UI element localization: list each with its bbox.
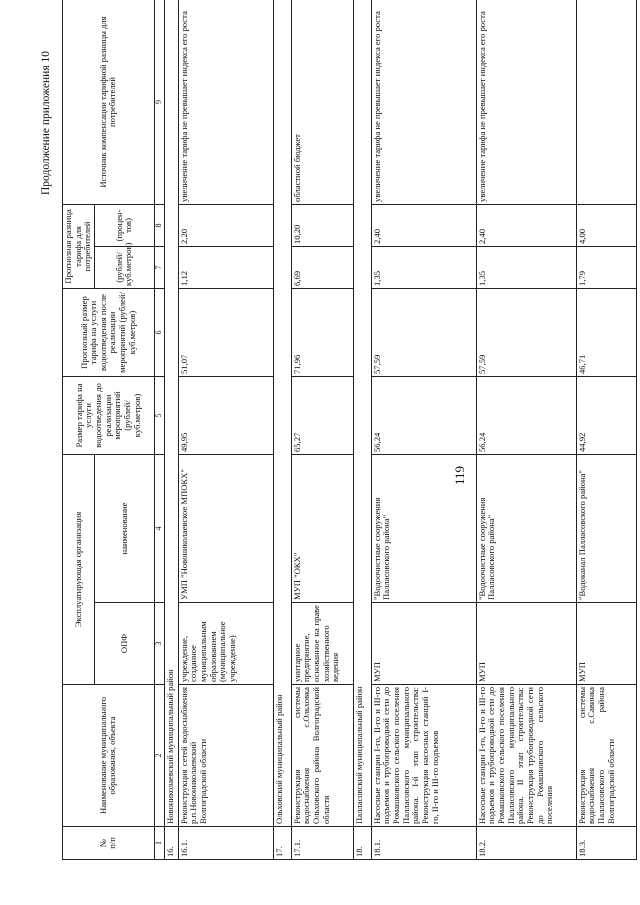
diff-pct: 2,20 — [178, 204, 273, 246]
index-cell: 6 — [154, 288, 164, 376]
continuation-caption: Продолжение приложения 10 — [40, 51, 52, 195]
row-num: 16. — [164, 827, 178, 860]
object-name: Реконструкция системы водоснабжения с.Ольховка Ольховского района Волгоградской области — [291, 685, 353, 827]
diff-rub: 1,12 — [178, 246, 273, 288]
object-name: Реконструкция системы водоснабжения с.Савинка Палласовского района Волгоградской области — [576, 685, 636, 827]
org-name: "Водоочистные сооружения Палласовского района" — [476, 454, 576, 602]
section-name: Палласовский муниципальный район — [353, 0, 371, 827]
tariff-after: 57,59 — [476, 288, 576, 376]
column-index-row — [154, 0, 164, 860]
section-row — [353, 0, 371, 860]
row-num: 18.2. — [476, 827, 576, 860]
header-source: Источник компенсации тарифной разницы для потребителей — [63, 0, 155, 204]
org-name: "Водоочистные сооружения Палласовского района" — [371, 454, 476, 602]
opf-cell: унитарное предприятие, основанное на праве хозяйственного ведения — [291, 603, 353, 685]
comp-source: увеличение тарифа не превышает индекса его роста — [178, 0, 273, 204]
section-row — [273, 0, 291, 860]
diff-pct: 2,40 — [476, 204, 576, 246]
header-diff-rub: (рублей/ куб.метров) — [94, 246, 154, 288]
comp-source: увеличение тарифа не превышает индекса его роста — [371, 0, 476, 204]
tariff-before: 44,92 — [576, 376, 636, 454]
diff-rub: 1,79 — [576, 246, 636, 288]
row-num: 17.1. — [291, 827, 353, 860]
comp-source: увеличение тарифа не превышает индекса его роста — [476, 0, 576, 204]
page-number: 119 — [452, 465, 467, 485]
index-cell: 7 — [154, 246, 164, 288]
index-cell: 8 — [154, 204, 164, 246]
row-num: 16.1. — [178, 827, 273, 860]
row-num: 18. — [353, 827, 371, 860]
org-name: "Водоканал Палласовского района" — [576, 454, 636, 602]
table-row — [371, 0, 476, 860]
diff-pct: 2,40 — [371, 204, 476, 246]
header-num: № п/п — [63, 827, 155, 860]
section-row — [164, 0, 178, 860]
header-opf: ОПФ — [94, 603, 154, 685]
opf-cell: МУП — [476, 603, 576, 685]
diff-pct: 10,20 — [291, 204, 353, 246]
opf-cell: МУП — [576, 603, 636, 685]
section-name: Новониколаевский муниципальный район — [164, 0, 178, 827]
tariff-after: 46,71 — [576, 288, 636, 376]
section-name: Ольховский муниципальный район — [273, 0, 291, 827]
diff-rub: 1,35 — [371, 246, 476, 288]
index-cell: 4 — [154, 454, 164, 602]
index-cell: 1 — [154, 827, 164, 860]
header-org-name: наименование — [94, 454, 154, 602]
tariff-table — [62, 0, 637, 860]
object-name: Насосные станции I-го, II-го и III-го подъемов и трубопроводной сети до Ромашковского сельского поселения Палласовского муниципального района. I-й этап строительства: Реконструкция насосных станций I-го, II-го и III-го подъемов — [371, 685, 476, 827]
table-row — [476, 0, 576, 860]
object-name: Реконструкция сетей водоснабжения р.п.Новониколаевский Волгоградской области — [178, 685, 273, 827]
org-name: МУП "ОКХ" — [291, 454, 353, 602]
row-num: 18.1. — [371, 827, 476, 860]
table-row — [576, 0, 636, 860]
table-row — [178, 0, 273, 860]
tariff-before: 56,24 — [476, 376, 576, 454]
header-tariff-before: Размер тарифа на услуги водоотведения до реализации мероприятий (рублей/ куб.метров) — [63, 376, 155, 454]
diff-pct: 4,00 — [576, 204, 636, 246]
tariff-after: 51,07 — [178, 288, 273, 376]
comp-source: областной бюджет — [291, 0, 353, 204]
row-num: 17. — [273, 827, 291, 860]
header-operator-group: Эксплуатирующая организация — [63, 454, 95, 684]
header-diff-pct: (процен-тов) — [94, 204, 154, 246]
opf-cell: учреждение, созданное муниципальным образованием (муниципальное учреждение) — [178, 603, 273, 685]
tariff-after: 71,96 — [291, 288, 353, 376]
diff-rub: 1,35 — [476, 246, 576, 288]
org-name: УМП "Новониколаевское МПОКХ" — [178, 454, 273, 602]
tariff-before: 49,95 — [178, 376, 273, 454]
comp-source — [576, 0, 636, 204]
index-cell: 9 — [154, 0, 164, 204]
table-row — [291, 0, 353, 860]
opf-cell: МУП — [371, 603, 476, 685]
index-cell: 5 — [154, 376, 164, 454]
header-name: Наименование муниципального образования, объекта — [63, 685, 155, 827]
row-num: 18.3. — [576, 827, 636, 860]
object-name: Насосные станции I-го, II-го и III-го подъемов и трубопроводной сети до Ромашковского сельского поселения Палласовского муниципального района. II этап строительства: Реконструкция трубопроводной сети до Ромашковского сельского поселения — [476, 685, 576, 827]
header-difference-group: Прогнозная разница тарифа для потребителей — [63, 204, 95, 288]
header-tariff-after: Прогнозный размер тарифа на услуги водоотведения после реализации мероприятий (рублей/ куб.метров) — [63, 288, 155, 376]
diff-rub: 6,69 — [291, 246, 353, 288]
tariff-before: 65,27 — [291, 376, 353, 454]
index-cell: 2 — [154, 685, 164, 827]
tariff-after: 57,59 — [371, 288, 476, 376]
index-cell: 3 — [154, 603, 164, 685]
tariff-before: 56,24 — [371, 376, 476, 454]
